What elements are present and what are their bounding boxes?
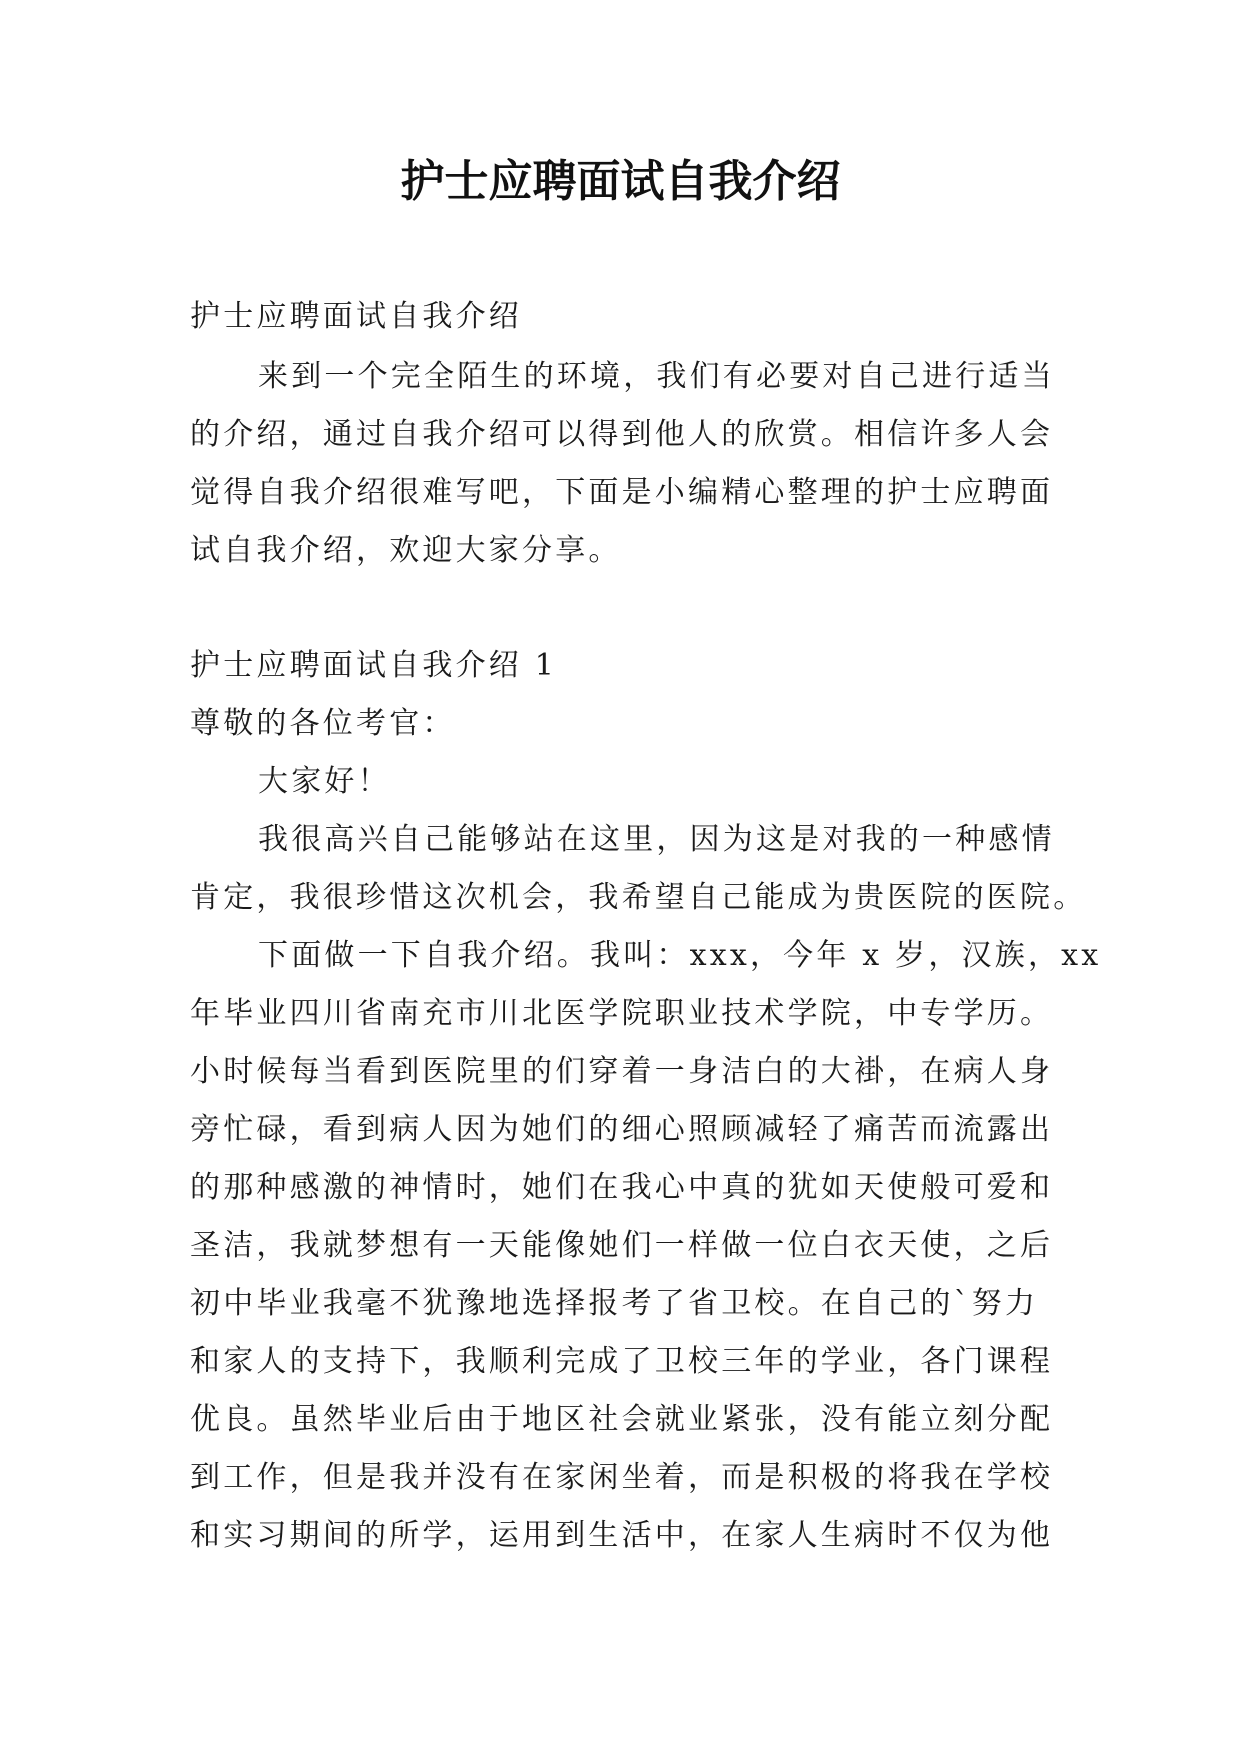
intro-line: 试自我介绍，欢迎大家分享。 xyxy=(190,533,622,568)
intro-line: 来到一个完全陌生的环境，我们有必要对自己进行适当 xyxy=(258,359,1055,394)
body-line: 肯定，我很珍惜这次机会，我希望自己能成为贵医院的医院。 xyxy=(190,880,1087,915)
body-line: 下面做一下自我介绍。我叫：xxx，今年 x 岁，汉族，xx xyxy=(258,938,1102,973)
body-line: 和实习期间的所学，运用到生活中，在家人生病时不仅为他 xyxy=(190,1518,1054,1553)
body-line: 我很高兴自己能够站在这里，因为这是对我的一种感情 xyxy=(258,822,1055,857)
body-line: 旁忙碌，看到病人因为她们的细心照顾减轻了痛苦而流露出 xyxy=(190,1112,1054,1147)
body-line: 初中毕业我毫不犹豫地选择报考了省卫校。在自己的`努力 xyxy=(190,1286,1039,1321)
body-line: 圣洁，我就梦想有一天能像她们一样做一位白衣天使，之后 xyxy=(190,1228,1054,1263)
body-line: 到工作，但是我并没有在家闲坐着，而是积极的将我在学校 xyxy=(190,1460,1054,1495)
body-line: 和家人的支持下，我顺利完成了卫校三年的学业，各门课程 xyxy=(190,1344,1054,1379)
document-title: 护士应聘面试自我介绍 xyxy=(400,156,841,207)
section-heading: 护士应聘面试自我介绍 xyxy=(190,299,522,334)
body-line: 小时候每当看到医院里的们穿着一身洁白的大褂，在病人身 xyxy=(190,1054,1054,1089)
intro-line: 的介绍，通过自我介绍可以得到他人的欣赏。相信许多人会 xyxy=(190,417,1054,452)
subsection-heading: 护士应聘面试自我介绍 1 xyxy=(190,648,558,683)
salutation: 尊敬的各位考官： xyxy=(190,706,456,741)
greeting: 大家好！ xyxy=(258,764,391,799)
body-line: 优良。虽然毕业后由于地区社会就业紧张，没有能立刻分配 xyxy=(190,1402,1054,1437)
body-line: 的那种感激的神情时，她们在我心中真的犹如天使般可爱和 xyxy=(190,1170,1054,1205)
body-line: 年毕业四川省南充市川北医学院职业技术学院，中专学历。 xyxy=(190,996,1054,1031)
intro-line: 觉得自我介绍很难写吧，下面是小编精心整理的护士应聘面 xyxy=(190,475,1054,510)
